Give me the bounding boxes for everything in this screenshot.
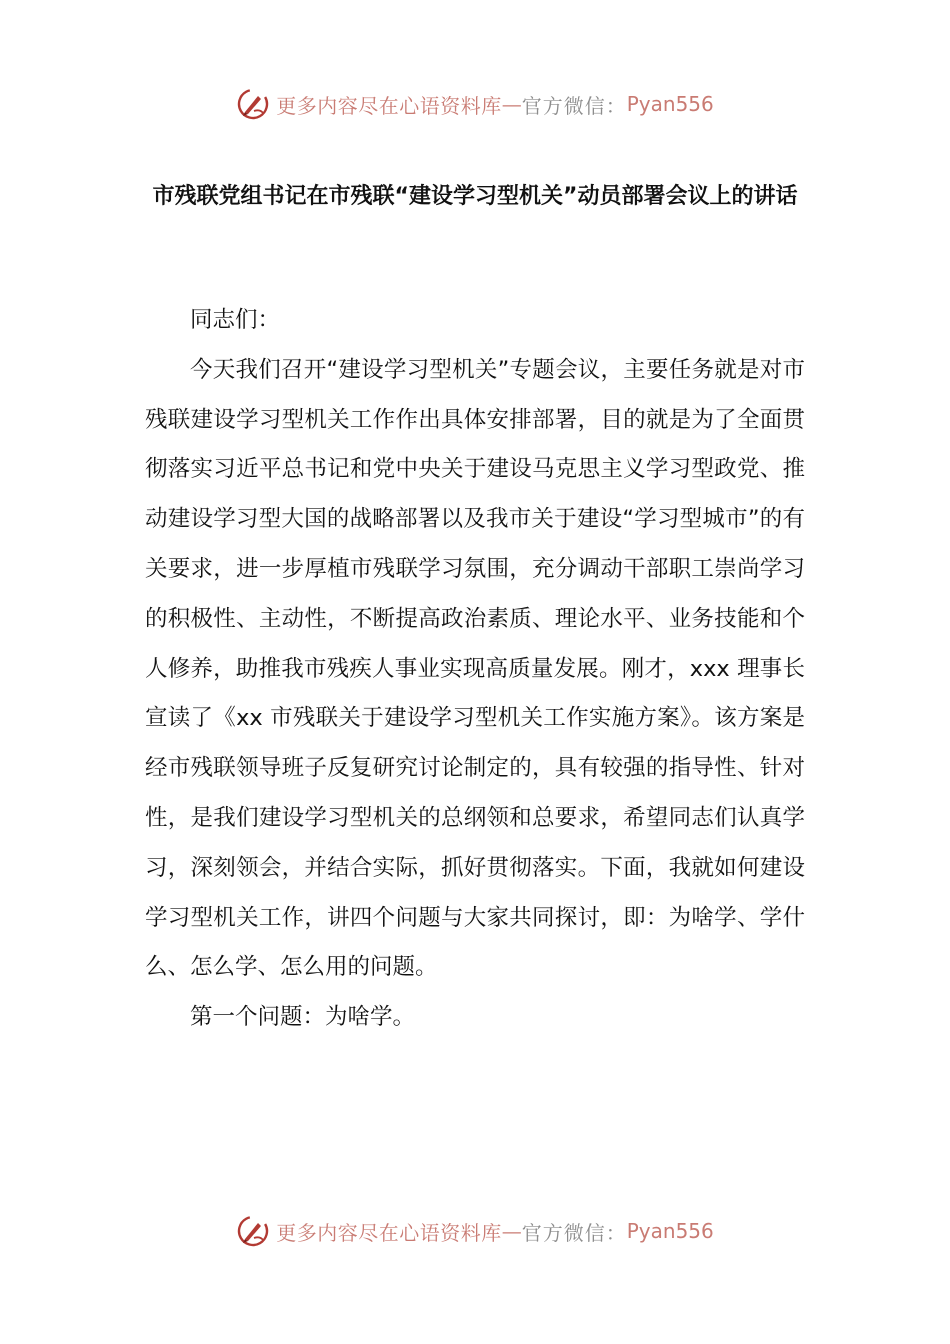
watermark-dash: — (501, 1219, 522, 1243)
document-body (145, 296, 805, 1043)
body-paragraph: 今天我们召开“建设学习型机关”专题会议，主要任务就是对市残联建设学习型机关工作作出具体安排部署，目的就是为了全面贯彻落实习近平总书记和党中央关于建设马克思主义学习型政党、推动建设学习型大国的战略部署以及我市关于建设“学习型城市”的有关要求，进一步厚植市残联学习氛围，充分调动干部职工崇尚学习的积极性、主动性，不断提高政治素质、理论水平、业务技能和个人修养，助推我市残疾人事业实现高质量发展。刚才，xxx 理事长宣读了《xx 市残联关于建设学习型机关工作实施方案》。该方案是经市残联领导班子反复研究讨论制定的，具有较强的指导性、针对性，是我们建设学习型机关的总纲领和总要求，希望同志们认真学习，深刻领会，并结合实际，抓好贯彻落实。下面，我就如何建设学习型机关工作，讲四个问题与大家共同探讨，即：为啥学、学什么、怎么学、怎么用的问题。 (145, 356, 805, 981)
header-watermark (0, 84, 950, 124)
pen-logo-icon (236, 87, 270, 121)
document-title: 市残联党组书记在市残联“建设学习型机关”动员部署会议上的讲话 (152, 184, 798, 209)
section-heading: 第一个问题：为啥学。 (190, 1004, 416, 1031)
watermark-wechat-id: Pyan556 (626, 1219, 714, 1243)
watermark-label: 官方微信： (521, 1220, 627, 1245)
footer-watermark (0, 1211, 950, 1251)
watermark-dash: — (501, 92, 522, 116)
watermark-wechat-id: Pyan556 (626, 92, 714, 116)
watermark-text: 更多内容尽在心语资料库 (276, 1220, 502, 1245)
greeting: 同志们： (190, 307, 281, 333)
pen-logo-icon (236, 1214, 270, 1248)
watermark-text: 更多内容尽在心语资料库 (276, 93, 502, 118)
watermark-label: 官方微信： (521, 93, 627, 118)
